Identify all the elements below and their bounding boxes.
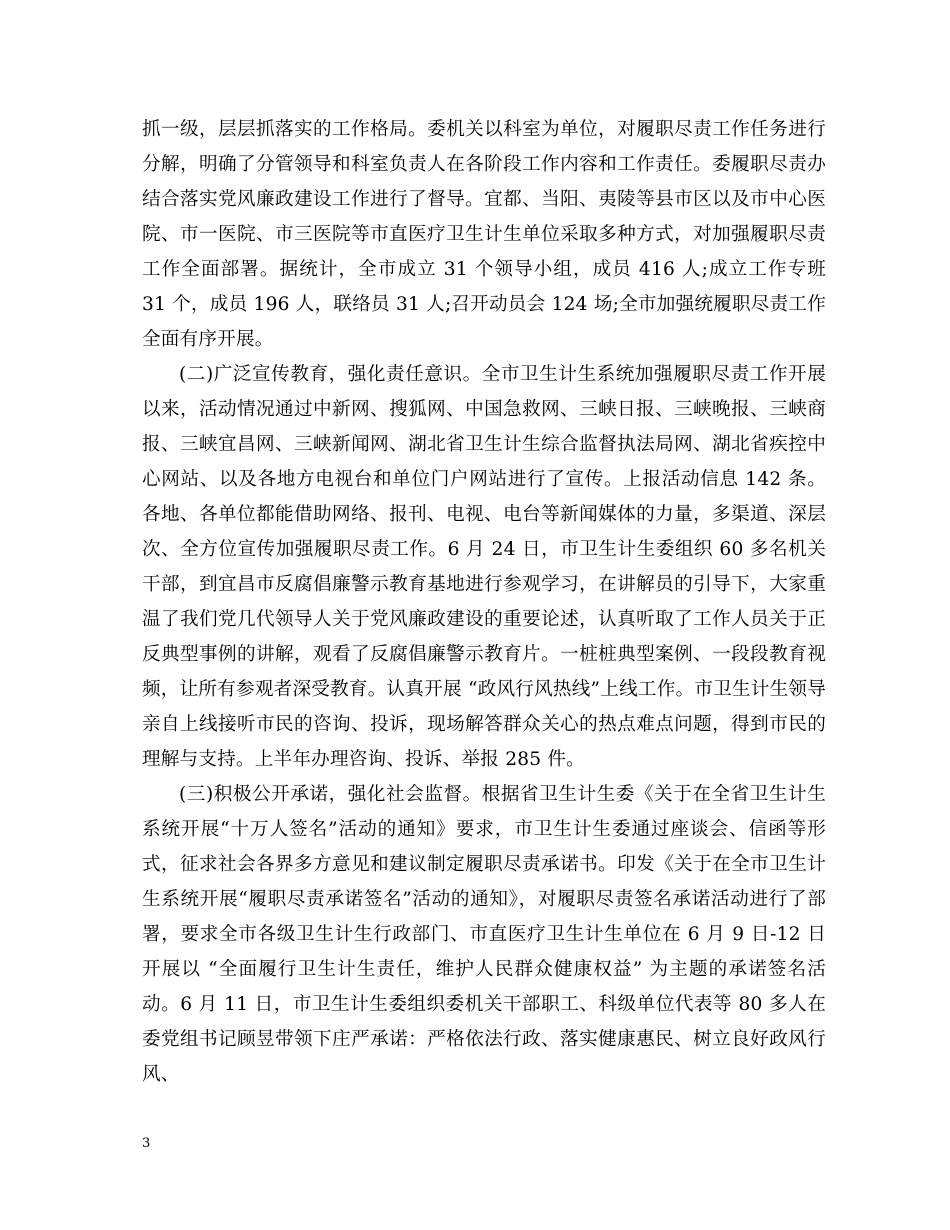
paragraph-public-commitment: (三)积极公开承诺，强化社会监督。根据省卫生计生委《关于在全省卫生计生系统开展“十万人签名”活动的通知》要求，市卫生计生委通过座谈会、信函等形式，征求社会各界多方意见和建议制定履职尽责承诺书。印发《关于在全市卫生计生系统开展“履职尽责承诺签名”活动的通知》，对履职尽责签名承诺活动进行了部署，要求全市各级卫生计生行政部门、市直医疗卫生计生单位在 6 月 9 日-12 日开展以 “全面履行卫生计生责任，维护人民群众健康权益” 为主题的承诺签名活动。6 月 11 日，市卫生计生委组织委机关干部职工、科级单位代表等 80 多人在委党组书记顾昱带领下庄严承诺：严格依法行政、落实健康惠民、树立良好政风行风、 (142, 784, 826, 1085)
paragraph-publicity-education: (二)广泛宣传教育，强化责任意识。全市卫生计生系统加强履职尽责工作开展以来，活动情况通过中新网、搜狐网、中国急救网、三峡日报、三峡晚报、三峡商报、三峡宜昌网、三峡新闻网、湖北省卫生计生综合监督执法局网、湖北省疾控中心网站、以及各地方电视台和单位门户网站进行了宣传。上报活动信息 142 条。各地、各单位都能借助网络、报刊、电视、电台等新闻媒体的力量，多渠道、深层次、全方位宣传加强履职尽责工作。6 月 24 日，市卫生计生委组织 60 多名机关干部，到宜昌市反腐倡廉警示教育基地进行参观学习，在讲解员的引导下，大家重温了我们党几代领导人关于党风廉政建设的重要论述，认真听取了工作人员关于正反典型事例的讲解，观看了反腐倡廉警示教育片。一桩桩典型案例、一段段教育视频，让所有参观者深受教育。认真开展 “政风行风热线”上线工作。市卫生计生领导亲自上线接听市民的咨询、投诉，现场解答群众关心的热点难点问题，得到市民的理解与支持。上半年办理咨询、投诉、举报 285 件。 (142, 364, 826, 770)
page-number: 3 (142, 1136, 151, 1151)
document-body (142, 112, 826, 1092)
paragraph-continued: 抓一级，层层抓落实的工作格局。委机关以科室为单位，对履职尽责工作任务进行分解，明确了分管领导和科室负责人在各阶段工作内容和工作责任。委履职尽责办结合落实党风廉政建设工作进行了督导。宜都、当阳、夷陵等县市区以及市中心医院、市一医院、市三医院等市直医疗卫生计生单位采取多种方式，对加强履职尽责工作全面部署。据统计，全市成立 31 个领导小组，成员 416 人;成立工作专班 31 个，成员 196 人，联络员 31 人;召开动员会 124 场;全市加强统履职尽责工作全面有序开展。 (142, 119, 826, 350)
